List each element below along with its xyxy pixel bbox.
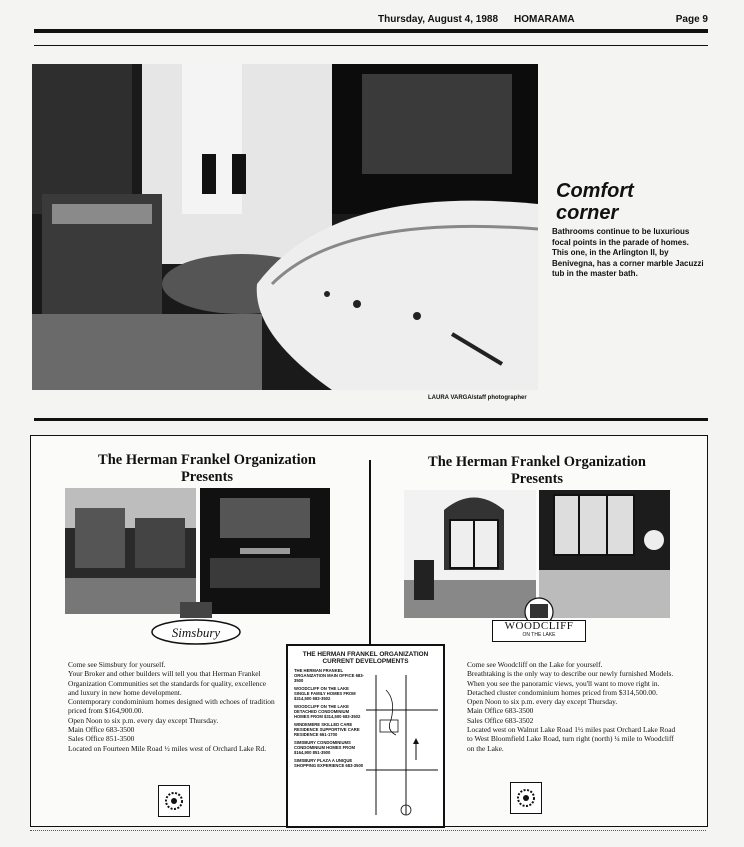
bottom-dotted-border: [30, 830, 706, 831]
left-org-name: The Herman Frankel Organization: [98, 452, 316, 468]
map-item: WINDEMERE SKILLED CARE RESIDENCE SUPPORTIVE CARE RESIDENCE 661-1700: [294, 722, 360, 737]
simsbury-photo-interior: [200, 488, 330, 614]
right-presents: Presents: [510, 471, 564, 487]
developments-map: [286, 644, 445, 828]
header-thin-rule: [34, 45, 708, 46]
woodcliff-logo-text: WOODCLIFF: [504, 620, 574, 632]
jacuzzi-illustration: [32, 64, 538, 390]
map-item: THE HERMAN FRANKEL ORGANIZATION MAIN OFFICE 683-3500: [294, 668, 364, 683]
bathroom-photo: [32, 64, 538, 390]
left-line-7: Located on Fourteen Mile Road ½ miles west of Orchard Lake Rd.: [68, 743, 267, 753]
left-line-6: Sales Office 851-3500: [68, 734, 135, 744]
left-line-3: Contemporary condominium homes designed with echoes of tradition priced from $164,900.00.: [68, 697, 275, 716]
right-line-3: Detached cluster condominium homes priced from $314,500.00.: [467, 687, 658, 697]
right-ad-heading: [382, 454, 692, 488]
right-line-4: Open Noon to six p.m. every day except Thursday.: [467, 697, 618, 707]
caption-title: [556, 180, 706, 224]
map-title-2: CURRENT DEVELOPMENTS: [322, 658, 409, 665]
left-ad-body: [68, 660, 278, 753]
right-org-name: The Herman Frankel Organization: [428, 454, 646, 470]
map-title-1: THE HERMAN FRANKEL ORGANIZATION: [302, 651, 429, 658]
simsbury-logo-text: Simsbury: [171, 625, 221, 640]
woodcliff-logo-box: [492, 620, 586, 642]
map-item: WOODCLIFF ON THE LAKE SINGLE FAMILY HOMES FROM $314,500 683-3502: [294, 686, 356, 701]
left-line-5: Main Office 683-3500: [68, 725, 135, 735]
map-item-list: [294, 668, 364, 768]
right-line-1: Come see Woodcliff on the Lake for yourself.: [467, 660, 603, 669]
left-presents: Presents: [180, 469, 234, 485]
map-item: WOODCLIFF ON THE LAKE DETACHED CONDOMINIUM HOMES FROM $314,500 683-3502: [294, 704, 361, 719]
issue-date: Thursday, August 4, 1988: [378, 14, 499, 25]
left-line-2: Your Broker and other builders will tell you that Herman Frankel Organization Communities set the standards for quality, excellence and luxury in new home development.: [68, 669, 267, 697]
left-line-4: Open Noon to six p.m. every day except Thursday.: [68, 715, 219, 725]
left-line-1: Come see Simsbury for yourself.: [68, 660, 166, 669]
map-item: SIMSBURY CONDOMINIUMS CONDOMINIUM HOMES FROM $164,900 851-3500: [294, 740, 355, 755]
right-ad-body: [467, 660, 679, 753]
page-number: Page 9: [675, 14, 708, 25]
caption-title-line2: corner: [556, 202, 619, 224]
right-line-2: Breathtaking is the only way to describe our newly furnished Models. When you see the panoramic views, you'll want to move right in.: [467, 669, 674, 688]
simsbury-photo-exterior: [65, 488, 196, 614]
right-seal-icon: [510, 782, 542, 814]
left-seal-icon: [158, 785, 190, 817]
right-line-7: Located west on Walnut Lake Road 1½ miles past Orchard Lake Road to West Bloomfield Lake Road, turn right (north) ¼ mile to Woodcliff on the Lake.: [467, 725, 676, 753]
caption-body: Bathrooms continue to be luxurious focal points in the parade of homes. This one, in the Arlington II, by Benivegna, has a corner marble Jacuzzi tub in the master bath.: [552, 227, 704, 278]
section-name: HOMARAMA: [514, 14, 575, 25]
road-map-drawing: [366, 670, 438, 820]
simsbury-logo: [150, 602, 242, 646]
photo-credit: LAURA VARGA/staff photographer: [428, 395, 527, 401]
woodcliff-logo-subtext: ON THE LAKE: [522, 632, 556, 638]
header-rule: [34, 29, 708, 33]
right-line-5: Main Office 683-3500: [467, 706, 534, 716]
right-line-6: Sales Office 683-3502: [467, 715, 534, 725]
left-ad-heading: [52, 452, 362, 486]
caption-title-line1: Comfort: [556, 180, 634, 202]
woodcliff-logo: [490, 596, 588, 644]
map-item: SIMSBURY PLAZA A UNIQUE SHOPPING EXPERIENCE 683-3500: [294, 758, 364, 768]
page-header: [378, 14, 708, 28]
section-rule: [34, 418, 708, 421]
